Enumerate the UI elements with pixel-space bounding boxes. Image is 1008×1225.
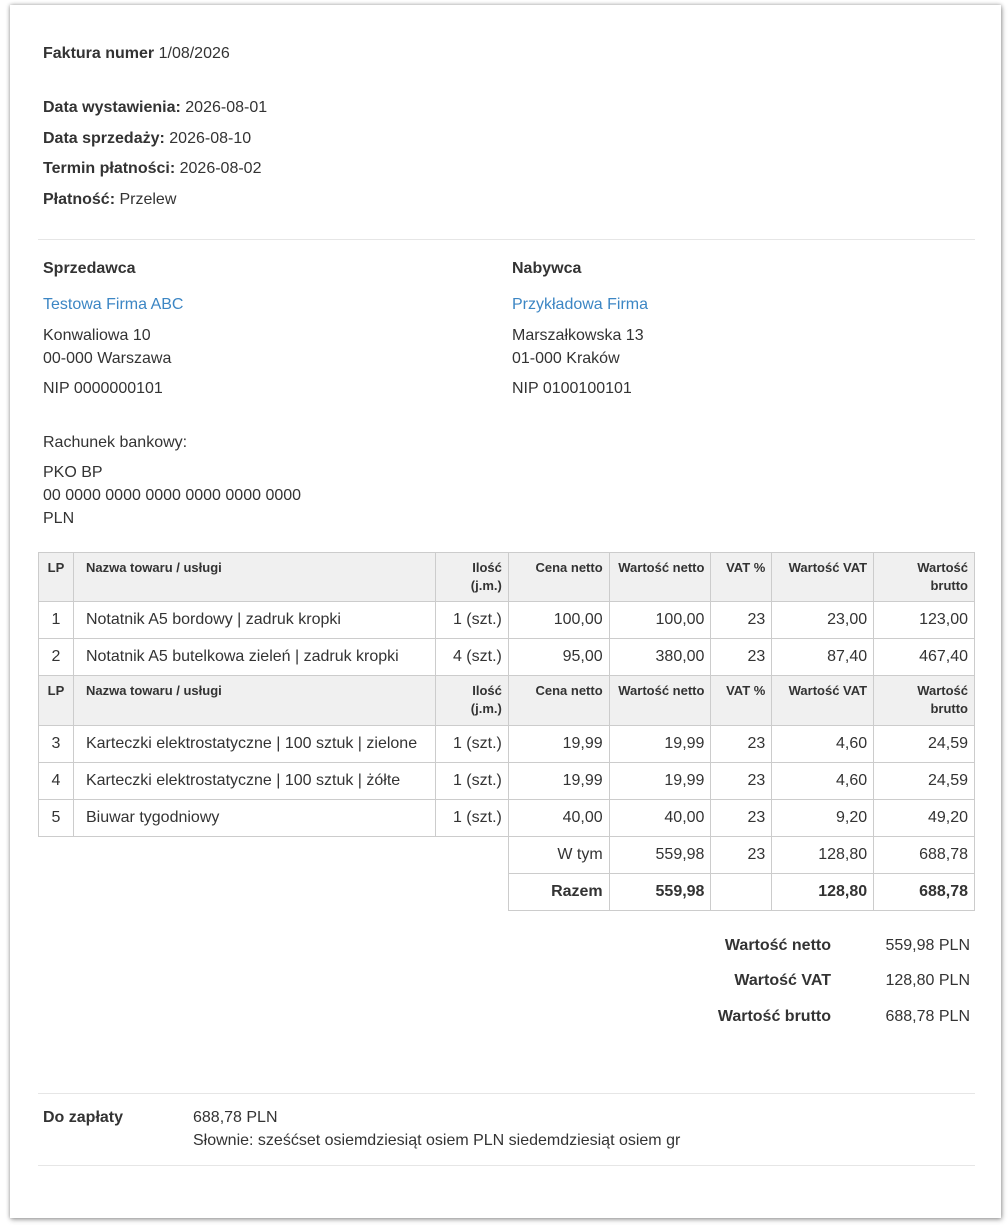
table-row (39, 800, 975, 837)
item-gross: 49,20 (874, 800, 975, 837)
item-lp: 5 (39, 800, 74, 837)
bank-account: 00 0000 0000 0000 0000 0000 0000 (43, 487, 302, 504)
item-lp: 2 (39, 639, 74, 676)
summary-net-value: 559,98 PLN (885, 937, 970, 954)
item-gross: 24,59 (874, 763, 975, 800)
item-vat: 23,00 (772, 602, 874, 639)
table-row (39, 602, 975, 639)
item-lp: 1 (39, 602, 74, 639)
col-vat-value: Wartość VAT (772, 676, 874, 726)
due-date: 2026-08-02 (179, 160, 262, 177)
item-net: 100,00 (609, 602, 711, 639)
payment-method: Przelew (119, 191, 177, 208)
invoice-title (43, 45, 230, 63)
seller-name-link[interactable]: Testowa Firma ABC (43, 296, 184, 313)
issue-date: 2026-08-01 (185, 99, 268, 116)
buyer-name-link[interactable]: Przykładowa Firma (512, 296, 649, 313)
total-vat-pct (711, 874, 772, 911)
divider (38, 1165, 975, 1166)
seller-heading: Sprzedawca (43, 260, 136, 277)
item-name-link[interactable]: Karteczki elektrostatyczne | 100 sztuk | żółte (73, 763, 435, 800)
vat-breakdown-pct: 23 (711, 837, 772, 874)
sale-date-row (43, 130, 251, 148)
item-net: 19,99 (609, 726, 711, 763)
col-lp: LP (39, 676, 74, 726)
item-lp: 3 (39, 726, 74, 763)
total-vat: 128,80 (772, 874, 874, 911)
amount-due-label: Do zapłaty (43, 1109, 124, 1126)
item-unit-net: 95,00 (508, 639, 609, 676)
total-label: Razem (508, 874, 609, 911)
item-net: 40,00 (609, 800, 711, 837)
buyer-city: 01-000 Kraków (512, 350, 620, 367)
item-name-link[interactable]: Karteczki elektrostatyczne | 100 sztuk | zielone (73, 726, 435, 763)
vat-breakdown-row (39, 837, 975, 874)
col-vat-pct: VAT % (711, 553, 772, 602)
col-gross: Wartość brutto (874, 553, 975, 602)
col-unit-net: Cena netto (508, 676, 609, 726)
due-date-label: Termin płatności: (43, 160, 176, 177)
item-qty: 1 (szt.) (435, 800, 508, 837)
seller-city: 00-000 Warszawa (43, 350, 172, 367)
vat-breakdown-gross: 688,78 (874, 837, 975, 874)
items-table (38, 552, 975, 911)
seller-nip: NIP 0000000101 (43, 380, 163, 397)
vat-breakdown-label: W tym (508, 837, 609, 874)
invoice-sheet (10, 5, 1001, 1218)
summary-gross-label: Wartość brutto (717, 1008, 831, 1025)
invoice-number: 1/08/2026 (158, 45, 230, 62)
item-net: 380,00 (609, 639, 711, 676)
bank-label: Rachunek bankowy: (43, 434, 188, 451)
table-row (39, 763, 975, 800)
item-qty: 1 (szt.) (435, 726, 508, 763)
issue-date-label: Data wystawienia: (43, 99, 181, 116)
item-vat-pct: 23 (711, 763, 772, 800)
payment-row (43, 191, 176, 209)
invoice-content (38, 5, 975, 1218)
due-date-row (43, 160, 261, 178)
table-header-row (39, 676, 975, 726)
item-vat: 9,20 (772, 800, 874, 837)
item-vat-pct: 23 (711, 726, 772, 763)
item-qty: 4 (szt.) (435, 639, 508, 676)
item-name-link[interactable]: Notatnik A5 butelkowa zieleń | zadruk kropki (73, 639, 435, 676)
item-vat-pct: 23 (711, 639, 772, 676)
item-vat: 4,60 (772, 763, 874, 800)
item-qty: 1 (szt.) (435, 602, 508, 639)
payment-label: Płatność: (43, 191, 116, 208)
col-name: Nazwa towaru / usługi (73, 676, 435, 726)
item-vat: 4,60 (772, 726, 874, 763)
total-row (39, 874, 975, 911)
col-vat-value: Wartość VAT (772, 553, 874, 602)
summary-vat-label: Wartość VAT (734, 972, 831, 989)
col-vat-pct: VAT % (711, 676, 772, 726)
item-vat-pct: 23 (711, 800, 772, 837)
item-qty: 1 (szt.) (435, 763, 508, 800)
item-unit-net: 40,00 (508, 800, 609, 837)
col-name: Nazwa towaru / usługi (73, 553, 435, 602)
item-vat: 87,40 (772, 639, 874, 676)
bank-name: PKO BP (43, 464, 103, 481)
vat-breakdown-net: 559,98 (609, 837, 711, 874)
summary-vat-value: 128,80 PLN (885, 972, 970, 989)
item-unit-net: 19,99 (508, 763, 609, 800)
buyer-street: Marszałkowska 13 (512, 327, 644, 344)
seller-street: Konwaliowa 10 (43, 327, 151, 344)
item-vat-pct: 23 (711, 602, 772, 639)
col-unit-net: Cena netto (508, 553, 609, 602)
total-net: 559,98 (609, 874, 711, 911)
buyer-nip: NIP 0100100101 (512, 380, 632, 397)
col-net-value: Wartość netto (609, 553, 711, 602)
table-row (39, 639, 975, 676)
item-unit-net: 19,99 (508, 726, 609, 763)
col-qty: Ilość (j.m.) (435, 553, 508, 602)
total-gross: 688,78 (874, 874, 975, 911)
item-unit-net: 100,00 (508, 602, 609, 639)
amount-due-value: 688,78 PLN (193, 1109, 278, 1126)
item-gross: 467,40 (874, 639, 975, 676)
col-net-value: Wartość netto (609, 676, 711, 726)
col-qty: Ilość (j.m.) (435, 676, 508, 726)
bank-currency: PLN (43, 510, 75, 527)
table-row (39, 726, 975, 763)
item-gross: 123,00 (874, 602, 975, 639)
divider (38, 239, 975, 240)
item-name-link[interactable]: Notatnik A5 bordowy | zadruk kropki (73, 602, 435, 639)
summary-net-label: Wartość netto (724, 937, 831, 954)
item-name-link[interactable]: Biuwar tygodniowy (73, 800, 435, 837)
vat-breakdown-vat: 128,80 (772, 837, 874, 874)
summary-gross-value: 688,78 PLN (885, 1008, 970, 1025)
buyer-heading: Nabywca (512, 260, 582, 277)
sale-date: 2026-08-10 (169, 130, 252, 147)
issue-date-row (43, 99, 267, 117)
invoice-number-label: Faktura numer (43, 45, 155, 62)
amount-in-words: Słownie: sześćset osiemdziesiąt osiem PLN siedemdziesiąt osiem gr (193, 1132, 681, 1149)
table-header-row (39, 553, 975, 602)
col-lp: LP (39, 553, 74, 602)
item-net: 19,99 (609, 763, 711, 800)
col-gross: Wartość brutto (874, 676, 975, 726)
item-gross: 24,59 (874, 726, 975, 763)
sale-date-label: Data sprzedaży: (43, 130, 165, 147)
item-lp: 4 (39, 763, 74, 800)
divider (38, 1093, 975, 1094)
